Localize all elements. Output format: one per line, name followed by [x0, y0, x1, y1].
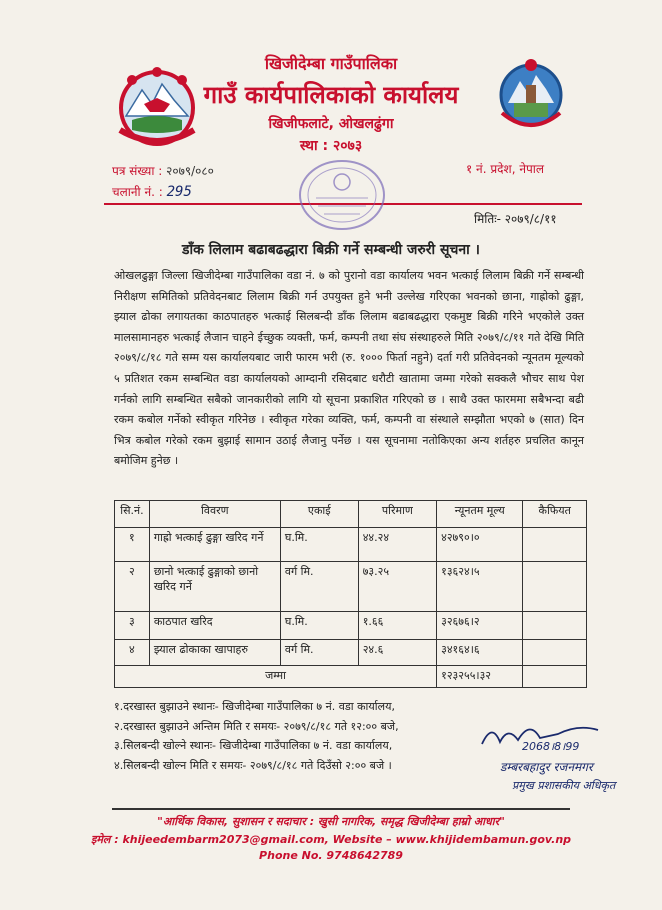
cell-min-price: ४२७९०।०	[437, 528, 523, 562]
cell-remarks	[523, 562, 587, 612]
handwritten-signature	[478, 718, 608, 752]
established-year: स्था : २०७३	[299, 138, 363, 154]
cell-min-price: ३४१६४।६	[437, 640, 523, 666]
footer-phone: Phone No. 9748642789	[259, 849, 403, 862]
cell-quantity: ४४.२४	[358, 528, 436, 562]
total-value: १२३२५५।३२	[437, 666, 523, 688]
office-address: खिजीफलाटे, ओखलढुंगा	[268, 116, 394, 132]
cell-remarks	[523, 612, 587, 640]
total-remarks	[523, 666, 587, 688]
letter-number-label: पत्र संख्या :	[112, 164, 163, 178]
dispatch-number-label: चलानी नं. :	[112, 185, 163, 199]
total-label: जम्मा	[115, 666, 437, 688]
footer-slogan: "आर्थिक विकास, सुशासन र सदाचार : खुसी नागरिक, समृद्ध खिजीदेम्बा हाम्रो आधार"	[157, 815, 505, 828]
notice-date: मितिः- २०७९/८/११	[474, 212, 557, 226]
cell-remarks	[523, 640, 587, 666]
list-item: ३.सिलबन्दी खोल्ने स्थानः- खिजीदेम्बा गाउँपालिका ७ नं. वडा कार्यालय,	[114, 739, 393, 752]
dispatch-number	[112, 183, 192, 200]
signature-date: 2068।8।99	[522, 740, 580, 752]
list-item: २.दरखास्त बुझाउने अन्तिम मिति र समयः- २०७९/८/१८ गते १२:०० बजे,	[114, 719, 399, 733]
cell-serial: ३	[115, 612, 150, 640]
cell-remarks	[523, 528, 587, 562]
letter-number	[112, 162, 214, 179]
notes-list	[114, 697, 399, 775]
cell-min-price: ३२६७६।२	[437, 612, 523, 640]
municipality-name: खिजीदेम्बा गाउँपालिका	[264, 54, 398, 73]
table-row	[115, 528, 587, 562]
cell-unit: वर्ग मि.	[280, 640, 358, 666]
cell-description: झ्याल ढोकाका खापाहरु	[149, 640, 280, 666]
cell-description: छानो भत्काई ढुङ्गाको छानो खरिद गर्ने	[149, 562, 280, 612]
notice-title: डाँक लिलाम बढाबढद्धारा बिक्री गर्ने सम्बन्धी जरुरी सूचना ।	[182, 242, 480, 258]
col-remarks: कैफियत	[523, 501, 587, 528]
col-unit: एकाई	[280, 501, 358, 528]
province-label: १ नं. प्रदेश, नेपाल	[466, 162, 545, 176]
col-description: विवरण	[149, 501, 280, 528]
list-item: ४.सिलबन्दी खोल्न मिति र समयः- २०७९/८/१८ गते दिउँसो २:०० बजे ।	[114, 758, 392, 772]
cell-description: गाह्रो भत्काई ढुङ्गा खरिद गर्ने	[149, 528, 280, 562]
table-row	[115, 562, 587, 612]
cell-serial: १	[115, 528, 150, 562]
cell-quantity: २४.६	[358, 640, 436, 666]
table-header-row	[115, 501, 587, 528]
signatory-name: डम्बरबहादुर रजनमगर	[500, 760, 593, 774]
cell-serial: २	[115, 562, 150, 612]
footer-divider	[112, 808, 570, 810]
signatory-title: प्रमुख प्रशासकीय अधिकृत	[512, 779, 616, 792]
footer-contact: इमेल : khijeedembarm2073@gmail.com, Website – www.khijidembamun.gov.np	[90, 833, 572, 846]
col-quantity: परिमाण	[358, 501, 436, 528]
cell-unit: वर्ग मि.	[280, 562, 358, 612]
col-min-price: न्यूनतम मूल्य	[437, 501, 523, 528]
office-name: गाउँ कार्यपालिकाको कार्यालय	[203, 81, 459, 109]
cell-quantity: ७३.२५	[358, 562, 436, 612]
cell-unit: घ.मि.	[280, 612, 358, 640]
dispatch-number-value: 295	[166, 184, 192, 200]
list-item: १.दरखास्त बुझाउने स्थानः- खिजीदेम्बा गाउँपालिका ७ नं. वडा कार्यालय,	[114, 700, 395, 713]
table-row	[115, 640, 587, 666]
cell-serial: ४	[115, 640, 150, 666]
letter-number-value: २०७९/०८०	[166, 164, 214, 178]
table-row	[115, 612, 587, 640]
cell-description: काठपात खरिद	[149, 612, 280, 640]
cell-quantity: १.६६	[358, 612, 436, 640]
col-serial: सि.नं.	[115, 501, 150, 528]
auction-items-table	[114, 500, 587, 688]
cell-min-price: १३६२४।५	[437, 562, 523, 612]
notice-body: ओखलढुङ्गा जिल्ला खिजीदेम्बा गाउँपालिका वडा नं. ७ को पुरानो वडा कार्यालय भवन भत्काई लिलाम बिक्री गर्ने सम्बन्धी निरीक्षण समितिको प्रतिवेदनबाट लिलाम बिक्री गर्न उपयुक्त हुने भनी उल्लेख गरिएका भवनको छाना, गाह्रोको ढुङ्गा, झ्याल ढोका लगायतका काठपातहरु भत्काई सिलबन्दी डाँक लिलाम बढाबढद्धारा एकमुष्ट बिक्री गरिने भएकोले उक्त मालसामानहरु भत्काई लैजान चाहने ईच्छुक व्यक्ती, फर्म, कम्पनी तथा संघ संस्थाहरुले मिति २०७९/८/११ गते देखि मिति २०७९/८/१८ गते सम्म यस कार्यालयबाट जारी फारम भरी (रु. १००० फिर्ता नहुने) दर्ता गरी प्रतिवेदनको न्यूनतम मूल्यको ५ प्रतिशत रकम सम्बन्धित वडा कार्यालयको आम्दानी रसिदबाट धरौटी खातामा जम्मा गरेको सक्कलै भौचर साथ पेश गर्नको लागि सम्बन्धित सबैको जानकारीको लागि यो सूचना प्रकाशित गरिएको छ । साथै उक्त फारममा सबैभन्दा बढी रकम कबोल गर्नेको स्वीकृत गरिनेछ । स्वीकृत गरेका व्यक्ति, फर्म, कम्पनी वा संस्थाले सम्झौता भएको ७ (सात) दिन भित्र कबोल गरेको रकम बुझाई सामान उठाई लैजानु पर्नेछ । यस सूचनामा नतोकिएका अन्य शर्तहरु प्रचलित कानून बमोजिम हुनेछ ।	[114, 269, 584, 468]
official-stamp	[296, 156, 388, 234]
table-total-row	[115, 666, 587, 688]
cell-unit: घ.मि.	[280, 528, 358, 562]
